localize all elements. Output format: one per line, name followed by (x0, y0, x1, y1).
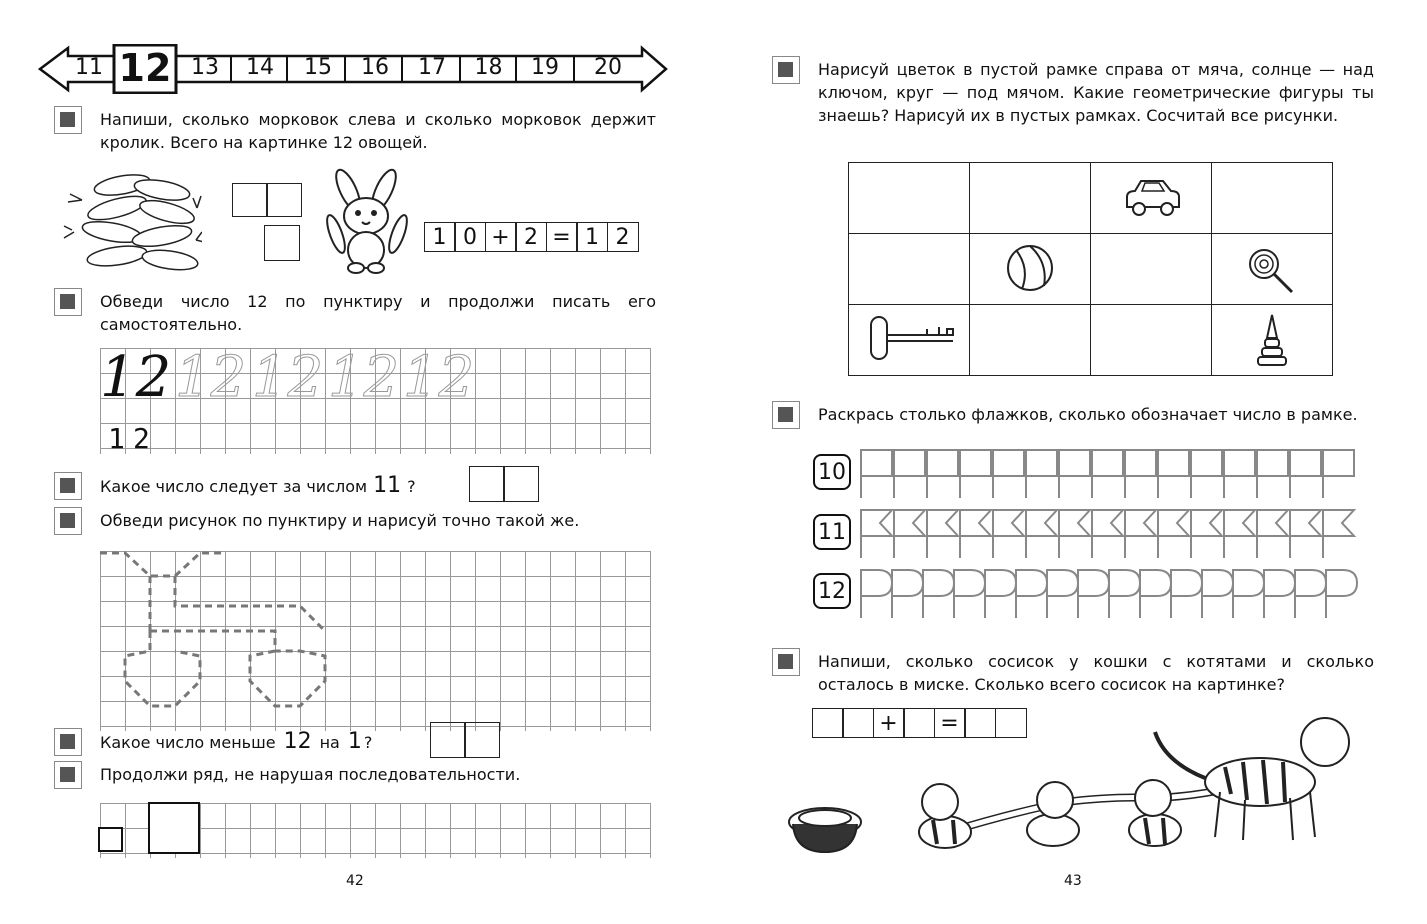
flag-outline[interactable] (1158, 510, 1189, 558)
task-bullet-icon (772, 401, 800, 429)
equation-cell: 1 (424, 222, 456, 252)
flag-outline[interactable] (1257, 510, 1288, 558)
grid-cell[interactable] (1091, 305, 1212, 376)
task-5-text-b: на (319, 733, 340, 752)
task-3-question-mark: ? (407, 477, 416, 496)
trace-number-big: 12 (100, 345, 172, 410)
flag-outline[interactable] (927, 450, 958, 498)
task-3-text: Напиши, сколько сосисок у кошки с котятами и сколько осталось в миске. Сколько всего сосисок на картинке? (818, 652, 1374, 694)
flag-row-label: 11 (813, 514, 851, 550)
equation-cell: + (485, 222, 517, 252)
dotted-tractor-outline (100, 551, 400, 731)
equation-cell: 2 (515, 222, 547, 252)
flag-outline[interactable] (1026, 510, 1057, 558)
lollipop-icon (1212, 234, 1332, 300)
carrot-answer-boxes (233, 183, 302, 217)
number-line-cell: 17 (418, 55, 446, 80)
flag-outline[interactable] (1125, 510, 1156, 558)
equals-sign: = (934, 708, 966, 738)
plus-sign: + (873, 708, 905, 738)
flag-row-11[interactable] (861, 510, 1354, 558)
trace-number-dotted: 12 (252, 345, 324, 410)
task-1-text: Нарисуй цветок в пустой рамке справа от мяча, солнце — над ключом, круг — под мячом. Какие геометрические фигуры ты знаешь? Нарисуй их в пустых рамках. Сосчитай все рисунки. (818, 60, 1374, 125)
grid-cell[interactable] (970, 163, 1091, 234)
flag-outline[interactable] (1191, 510, 1222, 558)
flag-outline[interactable] (861, 450, 892, 498)
picture-grid-table (848, 162, 1333, 376)
trace-number-dotted: 12 (403, 345, 475, 410)
task-6-text: Продолжи ряд, не нарушая последовательности. (100, 765, 521, 784)
equation-boxes (425, 222, 639, 252)
flag-outline[interactable] (1078, 570, 1109, 618)
pyramid-toy-icon (1212, 305, 1332, 371)
answer-box[interactable] (232, 183, 268, 217)
flags-area (855, 445, 1380, 625)
equation-cell: 2 (607, 222, 639, 252)
flag-outline[interactable] (1224, 450, 1255, 498)
grid-cell[interactable] (849, 234, 970, 305)
grid-cell[interactable] (970, 234, 1091, 305)
task-3-answer-boxes (470, 466, 539, 502)
flag-outline[interactable] (861, 510, 892, 558)
equation-cell: 0 (454, 222, 486, 252)
number-line-cell: 11 (75, 55, 103, 80)
task-3-number: 11 (373, 473, 402, 498)
task-bullet-icon (772, 648, 800, 676)
task-bullet-icon (54, 728, 82, 756)
flag-outline[interactable] (1026, 450, 1057, 498)
task-3-line (100, 474, 416, 498)
flag-outline[interactable] (927, 510, 958, 558)
page-number: 43 (1064, 873, 1082, 889)
grid-cell[interactable] (970, 305, 1091, 376)
flag-row-label: 10 (813, 454, 851, 490)
flag-outline[interactable] (1047, 570, 1078, 618)
flag-outline[interactable] (1171, 570, 1202, 618)
task-5-answer-boxes (431, 722, 500, 758)
task-2-text: Обведи число 12 по пунктиру и продолжи писать его самостоятельно. (100, 292, 656, 334)
flag-outline[interactable] (993, 450, 1024, 498)
task-bullet-icon (54, 507, 82, 535)
flag-outline[interactable] (1323, 510, 1354, 558)
task-5-number-2: 1 (347, 729, 362, 754)
flag-outline[interactable] (894, 510, 925, 558)
flag-outline[interactable] (960, 450, 991, 498)
number-line-highlighted: 12 (118, 46, 172, 90)
rabbit-answer-box-row (265, 225, 300, 261)
flag-row-12[interactable] (861, 570, 1357, 618)
flag-outline[interactable] (861, 570, 892, 618)
flag-outline[interactable] (985, 570, 1016, 618)
task-5-line (100, 730, 372, 754)
flag-outline[interactable] (1295, 570, 1326, 618)
task-bullet-icon (54, 761, 82, 789)
flag-outline[interactable] (1202, 570, 1233, 618)
answer-box[interactable] (430, 722, 466, 758)
flag-outline[interactable] (1290, 510, 1321, 558)
grid-cell[interactable] (1212, 234, 1333, 305)
small-square-shape (98, 827, 123, 852)
trace-digit-small: 2 (133, 422, 150, 455)
car-icon (1091, 163, 1211, 229)
answer-box[interactable] (469, 466, 505, 502)
flag-outline[interactable] (1125, 450, 1156, 498)
trace-number-dotted: 12 (328, 345, 400, 410)
flag-outline[interactable] (960, 510, 991, 558)
answer-box[interactable] (503, 466, 539, 502)
flag-outline[interactable] (892, 570, 923, 618)
equation-cell: 1 (576, 222, 608, 252)
task-bullet-icon (54, 288, 82, 316)
flag-outline[interactable] (1016, 570, 1047, 618)
grid-cell[interactable] (1091, 163, 1212, 234)
task-bullet-icon (772, 56, 800, 84)
task-bullet-icon (54, 106, 82, 134)
task-bullet-icon (54, 472, 82, 500)
task-5-text-a: Какое число меньше (100, 733, 276, 752)
flag-outline[interactable] (1326, 570, 1357, 618)
task-1-text: Напиши, сколько морковок слева и сколько морковок держит кролик. Всего на картинке 12 овощей. (100, 110, 656, 152)
flag-outline[interactable] (993, 510, 1024, 558)
task-4-text: Обведи рисунок по пунктиру и нарисуй точно такой же. (100, 511, 580, 530)
flag-outline[interactable] (1158, 450, 1189, 498)
flag-outline[interactable] (1233, 570, 1264, 618)
flag-row-label: 12 (813, 573, 851, 609)
cats-with-sausages-illustration (785, 712, 1385, 862)
task-5-number-1: 12 (283, 729, 312, 754)
trace-number-dotted: 12 (175, 345, 247, 410)
number-line-cell: 20 (594, 55, 622, 80)
flag-outline[interactable] (894, 450, 925, 498)
carrots-illustration (62, 170, 202, 276)
equation-cell: = (546, 222, 578, 252)
grid-cell[interactable] (849, 305, 970, 376)
flag-outline[interactable] (1092, 450, 1123, 498)
number-line-cell: 18 (474, 55, 503, 80)
flag-outline[interactable] (1224, 510, 1255, 558)
page-number: 42 (346, 873, 364, 889)
flag-outline[interactable] (954, 570, 985, 618)
flag-outline[interactable] (1191, 450, 1222, 498)
grid-cell[interactable] (1212, 305, 1333, 376)
answer-box[interactable] (464, 722, 500, 758)
answer-box[interactable] (264, 225, 300, 261)
key-icon (849, 305, 969, 371)
task-2-text: Раскрась столько флажков, сколько обозначает число в рамке. (818, 405, 1358, 424)
ball-icon (970, 234, 1090, 300)
grid-cell[interactable] (1091, 234, 1212, 305)
flag-outline[interactable] (1092, 510, 1123, 558)
task-3-text: Какое число следует за числом (100, 477, 368, 496)
flag-outline[interactable] (1059, 450, 1090, 498)
rabbit-illustration (318, 168, 414, 276)
number-line-cell: 19 (531, 55, 559, 80)
flag-outline[interactable] (1109, 570, 1140, 618)
task-5-question-mark: ? (363, 733, 373, 752)
big-square-shape (148, 802, 200, 854)
flag-outline[interactable] (1264, 570, 1295, 618)
number-line-cell: 14 (246, 55, 274, 80)
flag-outline[interactable] (1290, 450, 1321, 498)
flag-outline[interactable] (1323, 450, 1354, 498)
flag-outline[interactable] (1257, 450, 1288, 498)
trace-digit-small: 1 (108, 422, 125, 455)
number-line-cell: 16 (361, 55, 389, 80)
number-line-cell: 15 (304, 55, 332, 80)
answer-box[interactable] (266, 183, 302, 217)
flag-outline[interactable] (1059, 510, 1090, 558)
grid-cell[interactable] (1212, 163, 1333, 234)
grid-cell[interactable] (849, 163, 970, 234)
number-line-cell: 13 (191, 55, 219, 80)
flag-outline[interactable] (1140, 570, 1171, 618)
flag-outline[interactable] (923, 570, 954, 618)
flag-row-10[interactable] (861, 450, 1354, 498)
